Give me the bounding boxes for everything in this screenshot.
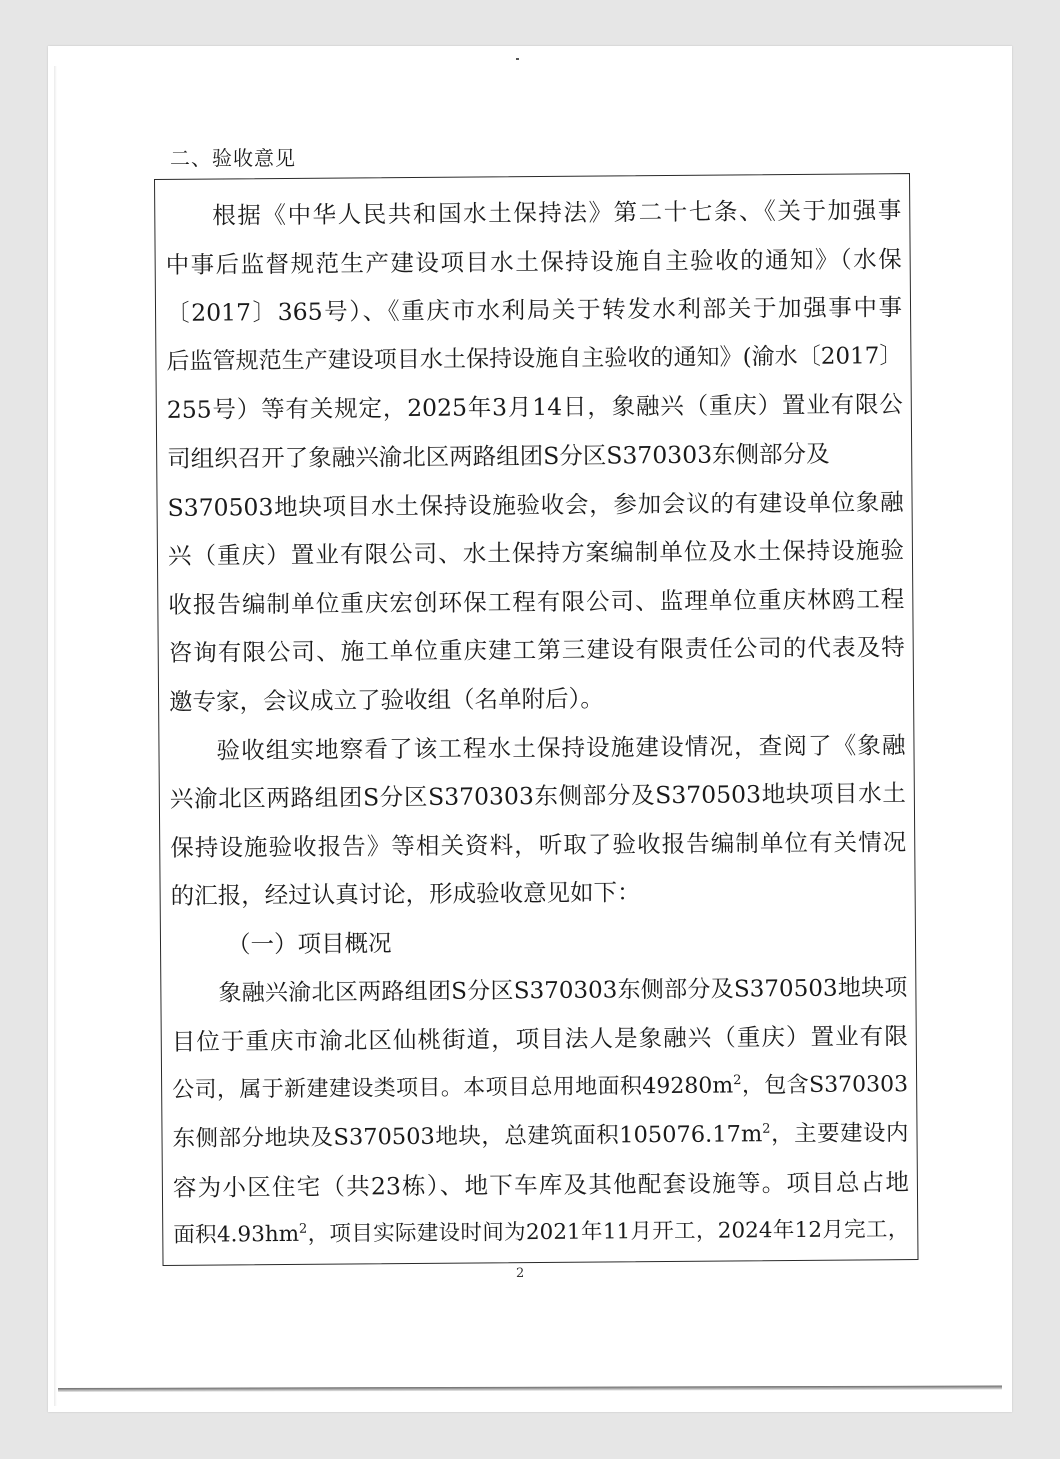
paragraph-2-line: 的汇报，经过认真讨论，形成验收意见如下：	[170, 878, 641, 911]
paragraph-1-line: 255号）等有关规定，2025年3月14日，象融兴（重庆）置业有限公	[166, 390, 903, 425]
paragraph-1-line: 中事后监督规范生产建设项目水土保持设施自主验收的通知》（水保	[165, 244, 902, 279]
area-text: ，包含S370303	[741, 1071, 909, 1099]
paragraph-1-line: 邀专家，会议成立了验收组（名单附后）。	[168, 684, 604, 716]
paragraph-3-line	[172, 1061, 908, 1115]
paragraph-1-line: 根据《中华人民共和国水土保持法》第二十七条、《关于加强事	[212, 196, 902, 230]
paragraph-1-line: 后监管规范生产建设项目水土保持设施自主验收的通知》(渝水〔2017〕	[166, 342, 903, 375]
scan-shadow	[54, 66, 57, 1406]
scan-speck	[516, 58, 519, 60]
date-text: ，项目实际建设时间为2021年11月开工，2024年12月完工，	[307, 1217, 910, 1248]
paragraph-2-line: 保持设施验收报告》等相关资料，听取了验收报告编制单位有关情况	[170, 827, 907, 862]
paragraph-3-line: 象融兴渝北区两路组团S分区S370303东侧部分及S370503地块项	[218, 974, 908, 1007]
paragraph-1-line: 兴（重庆）置业有限公司、水土保持方案编制单位及水土保持设施验	[167, 536, 905, 571]
superscript: 2	[298, 1222, 308, 1238]
area-text: ，主要建设内	[770, 1120, 909, 1148]
paragraph-1-line: 收报告编制单位重庆宏创环保工程有限公司、监理单位重庆林鸥工程	[168, 584, 905, 619]
area-text: 东侧部分地块及S370503地块，总建筑面积105076.17m	[172, 1121, 763, 1153]
paragraph-1-line: 司组织召开了象融兴渝北区两路组团S分区S370303东侧部分及	[167, 439, 830, 473]
section-heading: 二、验收意见	[170, 146, 296, 170]
document-page	[48, 46, 1012, 1412]
paragraph-2-line: 兴渝北区两路组团S分区S370303东侧部分及S370503地块项目水土	[169, 779, 906, 814]
paragraph-1-line: 咨询有限公司、施工单位重庆建工第三建设有限责任公司的代表及特	[168, 633, 905, 668]
paragraph-2-line: 验收组实地察看了该工程水土保持设施建设情况，查阅了《象融	[216, 730, 906, 765]
area-text: 公司，属于新建建设类项目。本项目总用地面积49280m	[172, 1073, 734, 1103]
scan-edge-line	[58, 1386, 1002, 1392]
superscript: 2	[733, 1072, 742, 1088]
page-number: 2	[516, 1266, 525, 1281]
subheading-project-overview: （一）项目概况	[226, 929, 392, 959]
paragraph-1-line: 〔2017〕365号）、《重庆市水利局关于转发水利部关于加强事中事	[165, 293, 903, 328]
paragraph-3-line: 目位于重庆市渝北区仙桃街道，项目法人是象融兴（重庆）置业有限	[171, 1022, 908, 1056]
area-text: 面积4.93hm	[173, 1222, 300, 1249]
paragraph-3-line	[173, 1207, 909, 1261]
paragraph-1-line: S370503地块项目水土保持设施验收会，参加会议的有建设单位象融	[167, 487, 904, 522]
acceptance-opinion-box	[154, 173, 919, 1266]
paragraph-3-line: 容为小区住宅（共23栋）、地下车库及其他配套设施等。项目总占地	[172, 1167, 910, 1202]
superscript: 2	[762, 1121, 771, 1138]
paragraph-3-line	[172, 1109, 908, 1163]
